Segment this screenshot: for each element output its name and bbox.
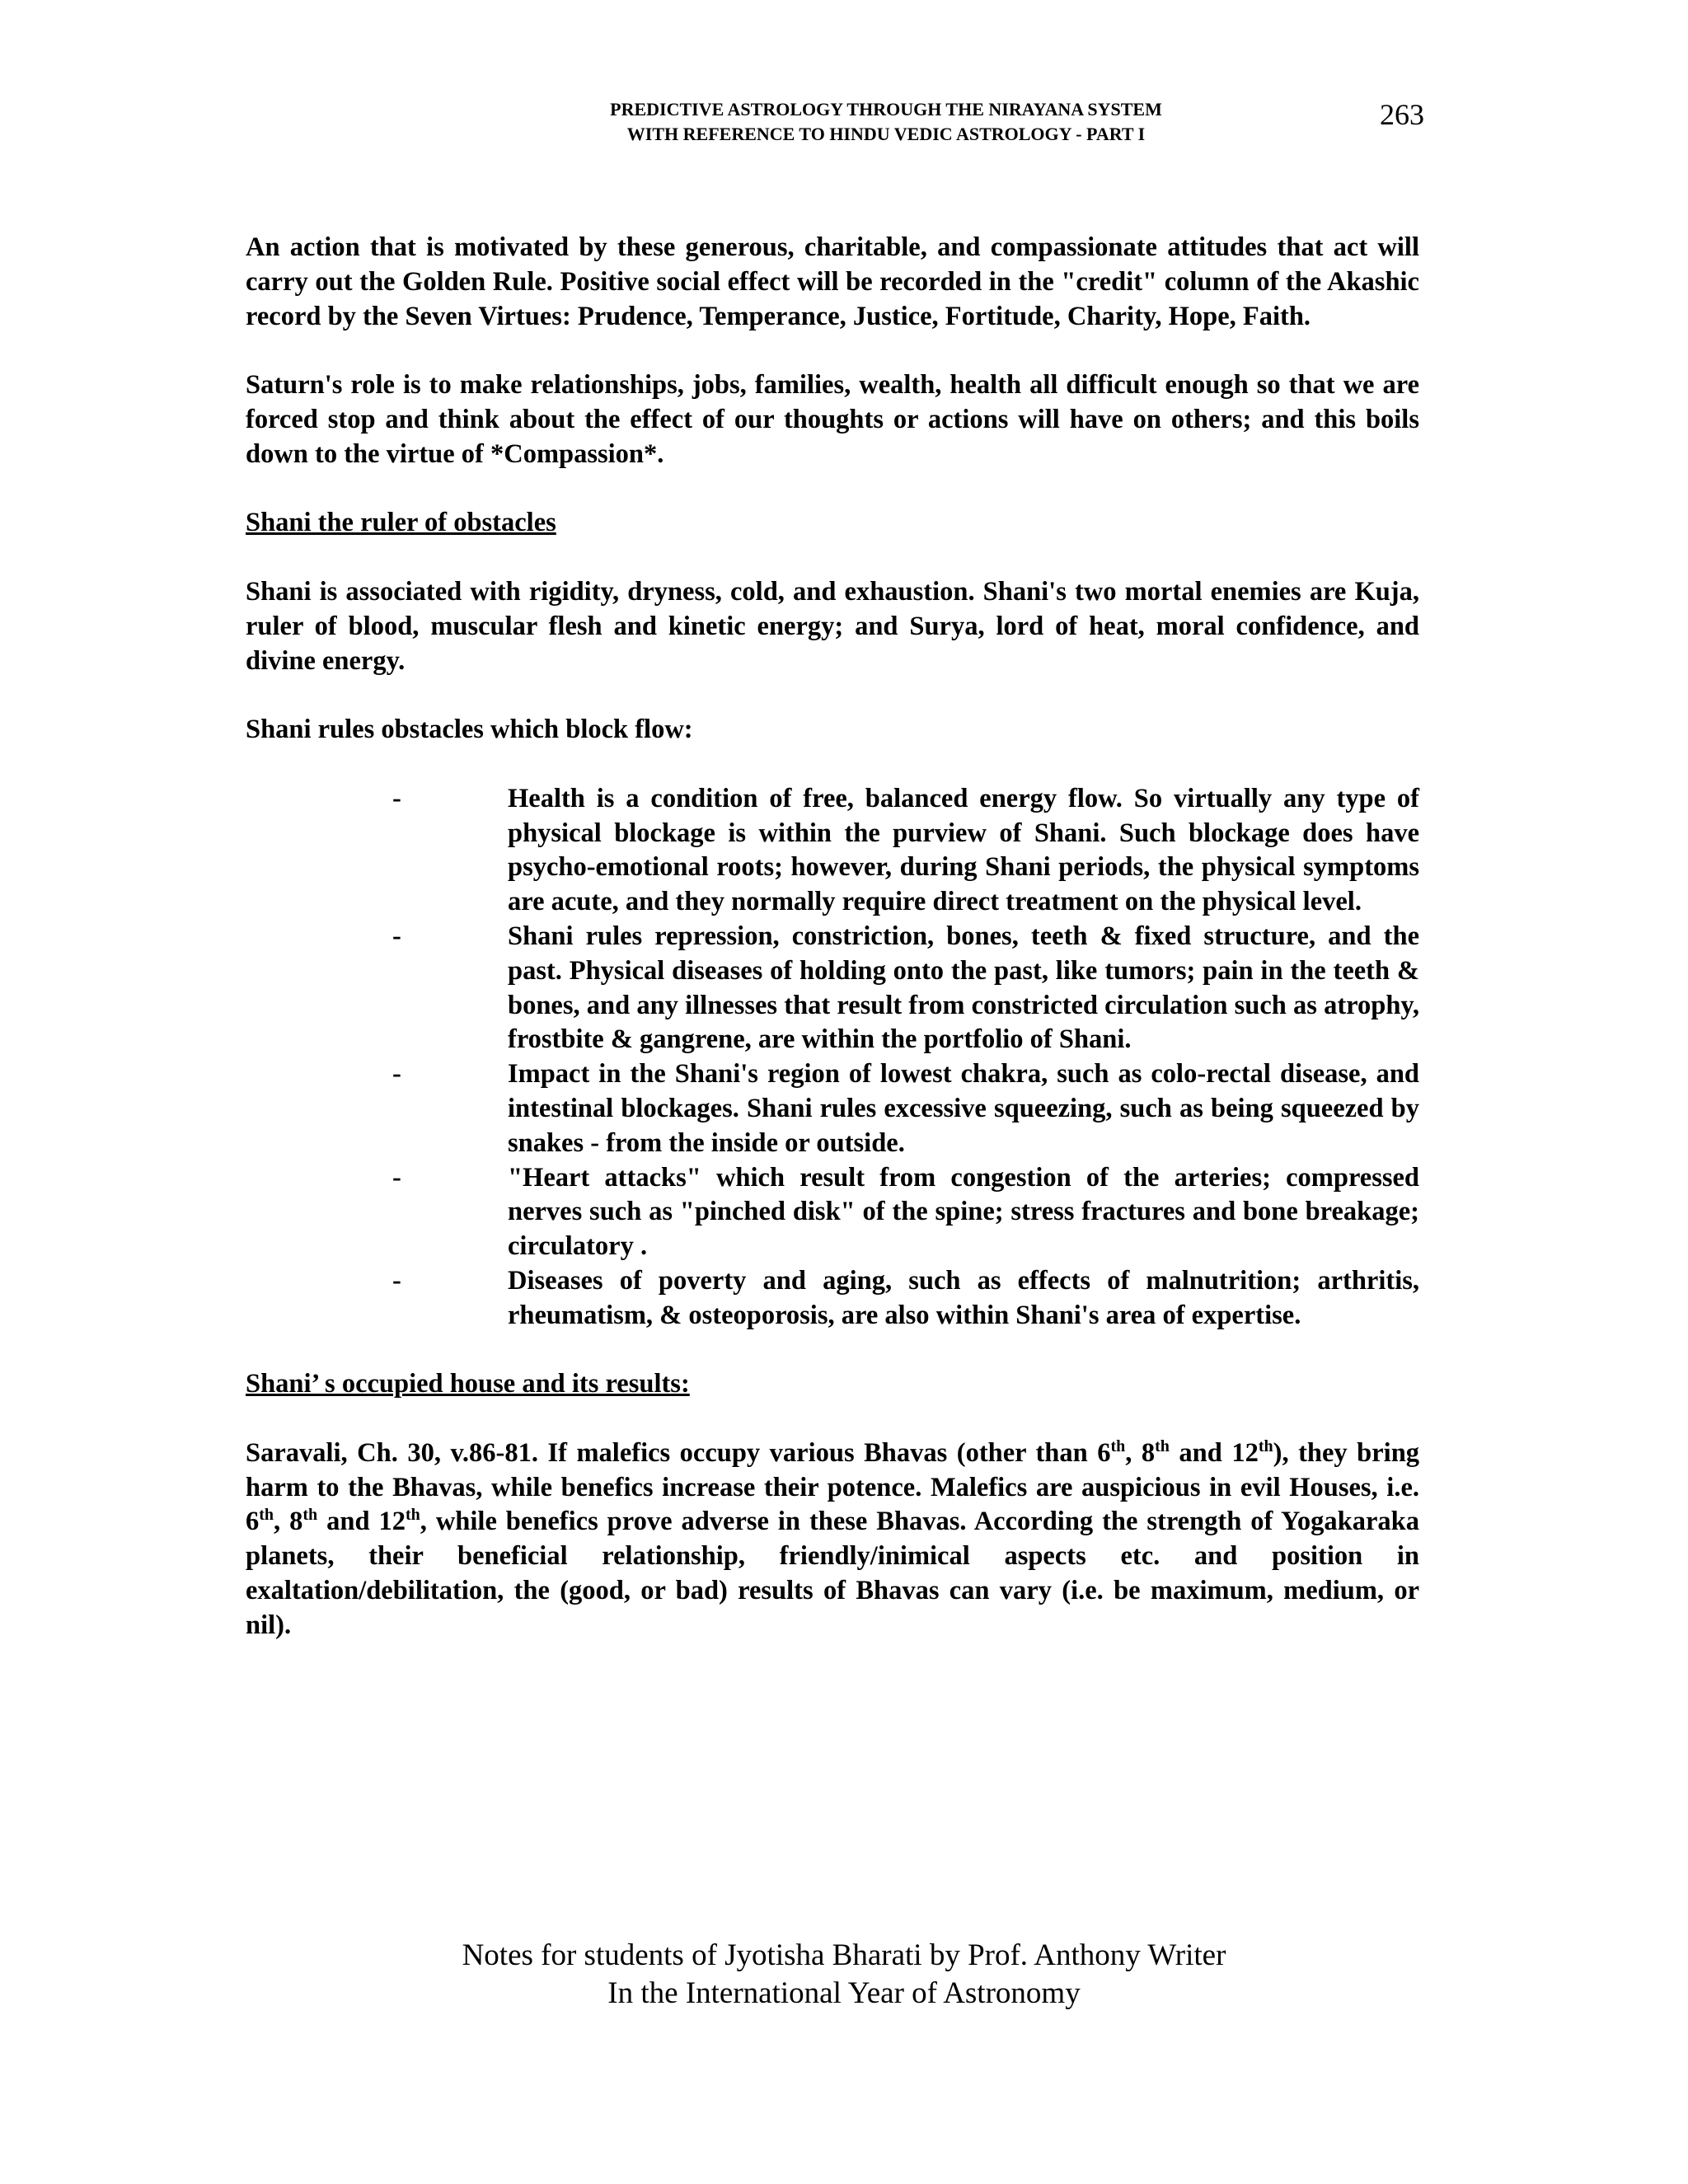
bullet-dash: - (392, 1265, 401, 1296)
list-item-text: Health is a condition of free, balanced energy flow. So virtually any type of physical blockage is within the purview of Shani. Such blockage does have psycho-emotional roots; however, during Shani periods, the physical symptoms are acute, and they normally require direct treatment on the physical level. (508, 783, 1419, 917)
bullet-dash: - (392, 1162, 401, 1193)
text-run: , while benefics prove adverse in these Bhavas. According the strength of Yogakaraka planets, their beneficial relationship, friendly/inimical aspects etc. and position in exaltation/debilitation, the (good, or bad) results of Bhavas can vary (i.e. be maximum, medium, or nil). (246, 1507, 1420, 1640)
ordinal-suffix: th (405, 1506, 420, 1525)
text-run: and 12 (1169, 1437, 1259, 1468)
ordinal-suffix: th (1155, 1437, 1170, 1456)
text-run: and 12 (317, 1507, 406, 1537)
running-head-line-1: PREDICTIVE ASTROLOGY THROUGH THE NIRAYANA SYSTEM (610, 99, 1162, 120)
list-item-text: "Heart attacks" which result from congestion of the arteries; compressed nerves such as "pinched disk" of the spine; stress fractures and bone breakage; circulatory . (508, 1162, 1419, 1262)
paragraph-saturn-role: Saturn's role is to make relationships, jobs, families, wealth, health all difficult enough so that we are forced stop and think about the effect of our thoughts or actions will have on others; and this boils down to the virtue of *Compassion*. (246, 370, 1419, 469)
paragraph-shani-associations: Shani is associated with rigidity, dryness, cold, and exhaustion. Shani's two mortal enemies are Kuja, ruler of blood, muscular flesh and kinetic energy; and Surya, lord of heat, moral confidence, and divine energy. (246, 576, 1419, 676)
ordinal-suffix: th (302, 1506, 318, 1525)
list-item-text: Impact in the Shani's region of lowest chakra, such as colo-rectal disease, and intestinal blockages. Shani rules excessive squeezing, such as being squeezed by snakes - from the inside or outside. (508, 1059, 1419, 1158)
footer-line-2: In the International Year of Astronomy (607, 1976, 1081, 2010)
page-footer (0, 1937, 1688, 2013)
section-heading-occupied-house: Shani’ s occupied house and its results: (246, 1369, 690, 1399)
list-item (246, 782, 1419, 920)
bullet-dash: - (392, 1059, 401, 1090)
list-item (246, 1057, 1419, 1160)
list-item (246, 920, 1419, 1057)
body-text (246, 231, 1419, 1677)
paragraph-golden-rule: An action that is motivated by these generous, charitable, and compassionate attitudes that act will carry out the Golden Rule. Positive social effect will be recorded in the "credit" column of the Akashic record by the Seven Virtues: Prudence, Temperance, Justice, Fortitude, Charity, Hope, Faith. (246, 232, 1419, 331)
list-item-text: Diseases of poverty and aging, such as effects of malnutrition; arthritis, rheumatism, & osteoporosis, are also within Shani's area of expertise. (508, 1265, 1419, 1330)
text-run: , 8 (1125, 1437, 1156, 1468)
list-item (246, 1161, 1419, 1264)
ordinal-suffix: th (259, 1506, 274, 1525)
ordinal-suffix: th (1258, 1437, 1273, 1456)
list-item (246, 1264, 1419, 1333)
bullet-dash: - (392, 921, 401, 951)
paragraph-saravali (246, 1436, 1419, 1643)
page-number: 263 (1380, 98, 1424, 131)
ordinal-suffix: th (1110, 1437, 1126, 1456)
section-heading-ruler-of-obstacles: Shani the ruler of obstacles (246, 508, 556, 538)
bullet-dash: - (392, 783, 401, 813)
running-head (412, 97, 1360, 147)
obstacles-list (246, 782, 1419, 1333)
footer-line-1: Notes for students of Jyotisha Bharati by Prof. Anthony Writer (462, 1938, 1226, 1972)
running-head-line-2: WITH REFERENCE TO HINDU VEDIC ASTROLOGY - PART I (626, 124, 1146, 144)
text-run: Saravali, Ch. 30, v.86-81. If malefics occupy various Bhavas (other than 6 (246, 1437, 1111, 1468)
list-intro: Shani rules obstacles which block flow: (246, 715, 693, 745)
list-item-text: Shani rules repression, constriction, bones, teeth & fixed structure, and the past. Physical diseases of holding onto the past, like tumors; pain in the teeth & bones, and any illnesses that result from constricted circulation such as atrophy, frostbite & gangrene, are within the portfolio of Shani. (508, 921, 1419, 1055)
text-run: ), they bring harm to the Bhavas, while benefics increase their potence. Malefics are auspicious in evil Houses, i.e. 6 (246, 1437, 1420, 1537)
text-run: , 8 (274, 1507, 303, 1537)
